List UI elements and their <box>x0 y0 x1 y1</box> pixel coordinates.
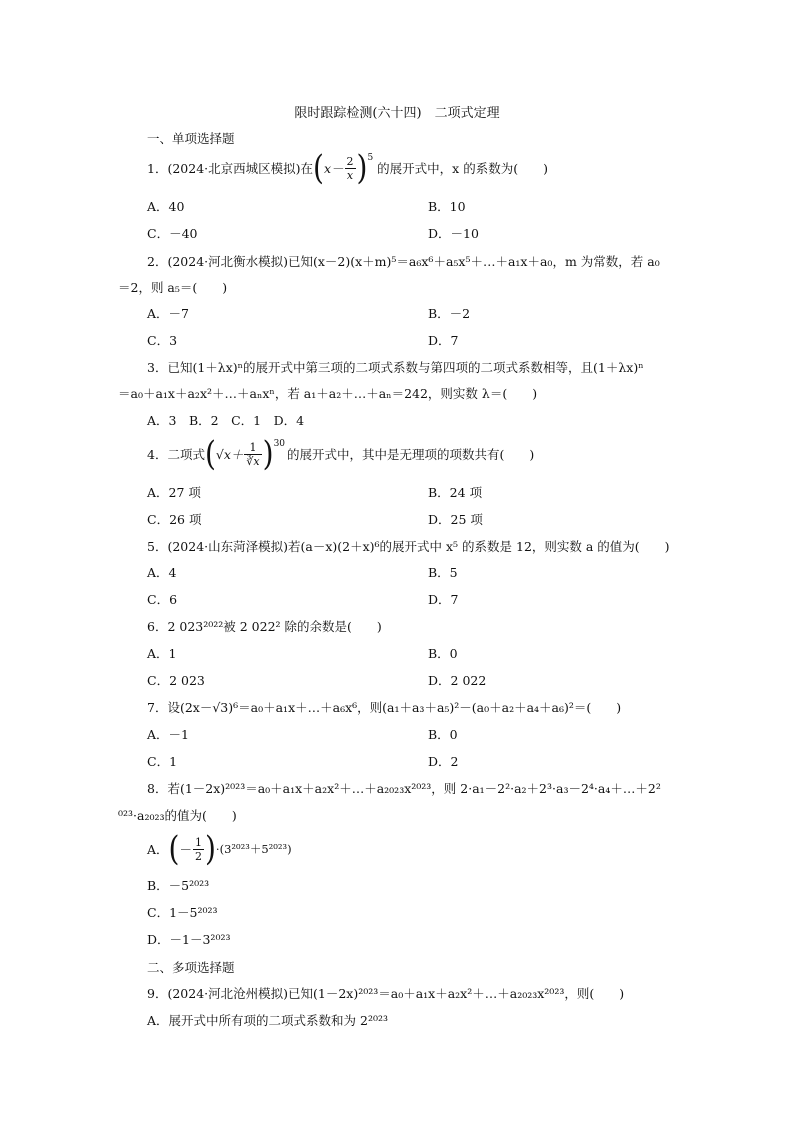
q4-option-b: B．24 项 <box>428 485 483 500</box>
right-paren-icon: ) <box>204 828 216 869</box>
q2-option-b: B．－2 <box>428 306 471 321</box>
q8-option-c: C．1－5²⁰²³ <box>147 905 218 920</box>
question-5: 5．(2024·山东菏泽模拟)若(a－x)(2＋x)⁶的展开式中 x⁵ 的系数是 12，则实数 a 的值为( ) <box>147 539 670 554</box>
q6-option-b: B．0 <box>428 646 458 661</box>
left-paren-icon: ( <box>168 828 180 869</box>
question-3-line-1: 3．已知(1＋λx)ⁿ的展开式中第三项的二项式系数与第四项的二项式系数相等，且(1＋λx)ⁿ <box>147 360 644 375</box>
question-8-line-2: ⁰²³·a₂₀₂₃的值为( ) <box>118 808 237 823</box>
q1-option-c: C．－40 <box>147 226 198 241</box>
section-heading-multi: 二、多项选择题 <box>147 960 235 975</box>
q8-frac-den: 2 <box>194 849 202 863</box>
right-paren-icon: ) <box>262 433 274 474</box>
q5-option-d: D．7 <box>428 592 459 607</box>
q1-suffix: 的展开式中，x 的系数为( ) <box>377 161 548 176</box>
q4-frac-den: ∛x <box>246 454 260 468</box>
q8-option-a-expr: ·(3²⁰²³＋5²⁰²³) <box>215 842 292 856</box>
q8-option-a-fraction <box>193 836 204 863</box>
q4-expr: √x＋ <box>215 447 244 462</box>
q7-option-b: B．0 <box>428 727 458 742</box>
q3-options: A．3 B．2 C．1 D．4 <box>147 413 305 428</box>
q2-option-d: D．7 <box>428 333 459 348</box>
q8-frac-num: 1 <box>194 835 202 849</box>
q4-option-c: C．26 项 <box>147 512 202 527</box>
q4-prefix: 4．二项式 <box>147 447 205 462</box>
q4-frac-num: 1 <box>244 441 261 455</box>
q1-expr: x－ <box>323 161 344 176</box>
q5-option-b: B．5 <box>428 565 458 580</box>
q1-prefix: 1．(2024·北京西城区模拟)在 <box>147 161 313 176</box>
q6-option-d: D．2 022 <box>428 673 487 688</box>
question-4: 4．二项式 ( √x＋ $\frac{1}{∛x}$ ) $^{30}$ 的展开式中，其中是无理项的项数共有( ) <box>147 433 535 474</box>
question-7: 7．设(2x－√3)⁶＝a₀＋a₁x＋…＋a₆x⁶，则(a₁＋a₃＋a₅)²－(a₀＋a₂＋a₄＋a₆)²＝( ) <box>147 700 622 715</box>
q4-option-d: D．25 项 <box>428 512 483 527</box>
q1-option-a: A．40 <box>147 199 185 214</box>
q1-option-b: B．10 <box>428 199 466 214</box>
question-2-line-1: 2．(2024·河北衡水模拟)已知(x－2)(x＋m)⁵＝a₆x⁶＋a₅x⁵＋…＋a₁x＋a₀，m 为常数，若 a₀ <box>147 254 660 269</box>
right-paren-icon: ) <box>356 147 368 188</box>
question-6: 6．2 023²⁰²²被 2 022² 除的余数是( ) <box>147 619 382 634</box>
q6-option-c: C．2 023 <box>147 673 205 688</box>
q1-option-d: D．－10 <box>428 226 479 241</box>
left-paren-icon: ( <box>204 433 216 474</box>
question-1: 1．(2024·北京西城区模拟)在 ( x－ $\frac{2}{x}$ ) $^5$ 的展开式中，x 的系数为( ) <box>147 147 548 188</box>
left-paren-icon: ( <box>313 147 324 188</box>
q7-option-a: A．－1 <box>147 727 189 742</box>
q4-option-a: A．27 项 <box>147 485 201 500</box>
q8-option-b: B．－5²⁰²³ <box>147 878 210 893</box>
question-3-line-2: ＝a₀＋a₁x＋a₂x²＋…＋aₙxⁿ，若 a₁＋a₂＋…＋aₙ＝242，则实数 λ＝( ) <box>118 386 538 401</box>
q2-option-c: C．3 <box>147 333 178 348</box>
q4-fraction <box>244 441 261 468</box>
question-8-line-1: 8．若(1－2x)²⁰²³＝a₀＋a₁x＋a₂x²＋…＋a₂₀₂₃x²⁰²³，则 2·a₁－2²·a₂＋2³·a₃－2⁴·a₄＋…＋2² <box>147 781 661 796</box>
q4-suffix: 的展开式中，其中是无理项的项数共有( ) <box>287 447 535 462</box>
q8-option-d: D．－1－3²⁰²³ <box>147 932 231 947</box>
page-title: 限时跟踪检测(六十四) 二项式定理 <box>294 106 500 121</box>
q1-fraction <box>345 155 356 182</box>
q7-option-d: D．2 <box>428 754 459 769</box>
q9-option-a: A．展开式中所有项的二项式系数和为 2²⁰²³ <box>147 1013 388 1028</box>
q6-option-a: A．1 <box>147 646 177 661</box>
q1-frac-den: x <box>346 168 354 182</box>
section-heading-single: 一、单项选择题 <box>147 131 235 146</box>
q2-option-a: A．－7 <box>147 306 189 321</box>
q5-option-a: A．4 <box>147 565 177 580</box>
q8-option-a <box>147 828 292 869</box>
question-2-line-2: ＝2，则 a₅＝( ) <box>118 280 228 295</box>
q1-frac-num: 2 <box>346 154 354 168</box>
q5-option-c: C．6 <box>147 592 178 607</box>
question-9: 9．(2024·河北沧州模拟)已知(1－2x)²⁰²³＝a₀＋a₁x＋a₂x²＋…＋a₂₀₂₃x²⁰²³，则( ) <box>147 986 625 1001</box>
q8-option-a-label: A． <box>147 842 169 857</box>
minus-sign: － <box>179 842 192 857</box>
q7-option-c: C．1 <box>147 754 178 769</box>
